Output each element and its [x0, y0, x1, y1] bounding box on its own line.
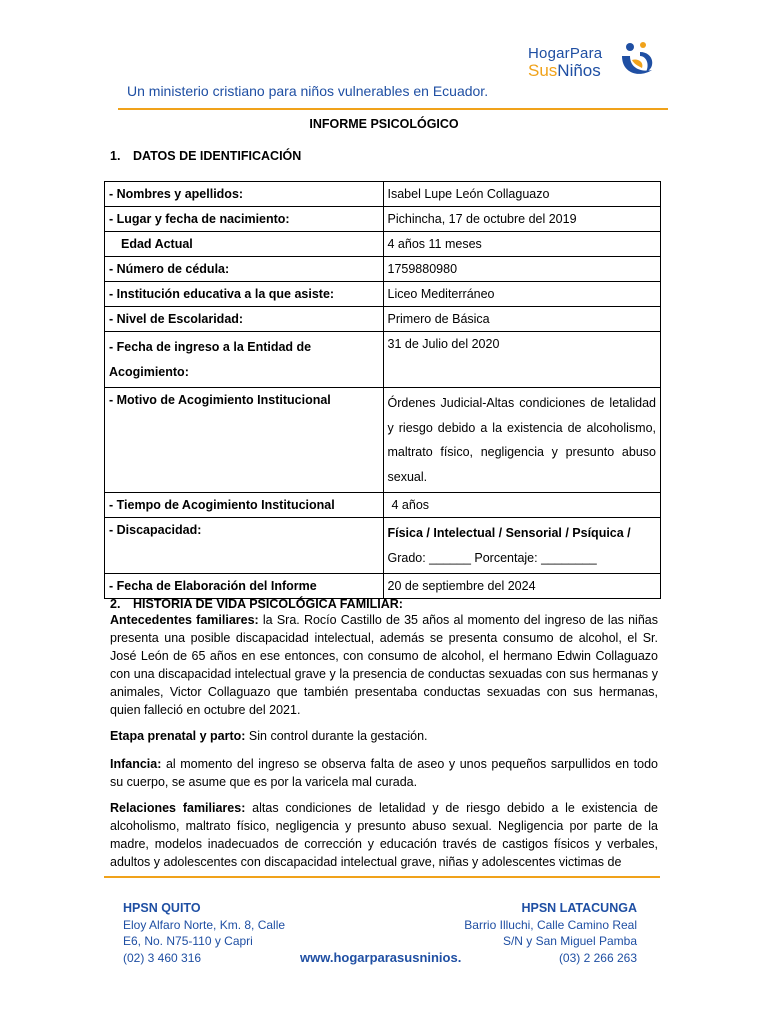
row-value: 4 años [383, 493, 661, 518]
paragraph-text: Sin control durante la gestación. [245, 729, 428, 743]
section-2-title: HISTORIA DE VIDA PSICOLÓGICA FAMILIAR: [133, 597, 403, 611]
disability-grade: Grado: ______ Porcentaje: ________ [387, 550, 597, 565]
row-key: - Discapacidad: [105, 518, 384, 574]
row-value: 4 años 11 meses [383, 232, 661, 257]
logo-ninos: Niños [557, 61, 601, 80]
row-key: - Motivo de Acogimiento Institucional [105, 388, 384, 493]
header-divider [118, 108, 668, 110]
table-row [105, 307, 661, 332]
row-value: Isabel Lupe León Collaguazo [383, 182, 661, 207]
logo-line2 [528, 62, 602, 80]
table-row [105, 388, 661, 493]
row-key: - Nombres y apellidos: [105, 182, 384, 207]
footer-latacunga-address-1: Barrio Illuchi, Calle Camino Real [464, 917, 637, 932]
logo-text [528, 46, 602, 80]
table-row [105, 282, 661, 307]
footer-quito-address-1: Eloy Alfaro Norte, Km. 8, Calle [123, 917, 286, 932]
table-row [105, 518, 661, 574]
row-value: Órdenes Judicial-Altas condiciones de letalidad y riesgo debido a la existencia de alcoholismo, maltrato físico, negligencia y presunto abuso sexual. [383, 388, 661, 493]
family-heart-icon [616, 40, 658, 80]
paragraph-antecedentes [110, 611, 658, 719]
row-value: 20 de septiembre del 2024 [383, 574, 661, 599]
row-value: Liceo Mediterráneo [383, 282, 661, 307]
row-key: - Fecha de ingreso a la Entidad de Acogimiento: [105, 332, 384, 388]
row-value: Pichincha, 17 de octubre del 2019 [383, 207, 661, 232]
table-row [105, 232, 661, 257]
paragraph-relaciones [110, 799, 658, 871]
paragraph-label: Antecedentes familiares: [110, 613, 259, 627]
brand-logo [528, 40, 658, 84]
footer-quito-heading: HPSN QUITO [123, 901, 201, 915]
logo-sus: Sus [528, 61, 558, 80]
row-key: - Institución educativa a la que asiste: [105, 282, 384, 307]
section-2-heading [110, 597, 403, 611]
disability-types: Física / Intelectual / Sensorial / Psíquica / [387, 526, 631, 540]
tagline: Un ministerio cristiano para niños vulnerables en Ecuador. [127, 83, 489, 99]
section-1-heading [110, 149, 301, 163]
row-key: - Lugar y fecha de nacimiento: [105, 207, 384, 232]
footer-quito-address-2: E6, No. N75-110 y Capri [123, 934, 253, 948]
section-1-title: DATOS DE IDENTIFICACIÓN [133, 149, 302, 163]
footer-quito [123, 900, 285, 966]
footer-latacunga-phone: (03) 2 266 263 [558, 950, 637, 965]
paragraph-text: la Sra. Rocío Castillo de 35 años al momento del ingreso de las niñas presenta una posible discapacidad intelectual, además se presenta consumo de alcohol, el Sr. José León de 65 años en ese entonces, con consumo de alcohol, el hermano Edwin Collaguazo con una discapacidad intelectual grave y la presencia de conductas sexuadas con sus hermanas y animales, Victor Collaguazo que también presentaba conductas sexuadas con sus hermanas, quien falleció en octubre del 2021. [110, 613, 658, 717]
table-row [105, 574, 661, 599]
row-key: - Tiempo de Acogimiento Institucional [105, 493, 384, 518]
footer-website-link[interactable]: www.hogarparasusninios. [300, 950, 462, 965]
table-row [105, 332, 661, 388]
row-value: 31 de Julio del 2020 [383, 332, 661, 388]
row-value: Primero de Básica [383, 307, 661, 332]
paragraph-text: altas condiciones de letalidad y de riesgo debido a le existencia de alcoholismo, maltrato físico, negligencia y presunto abuso sexual. Negligencia por parte de la madre, modelos inadecuados de corrección y educación través de castigos físicos y verbales, adultos y adolescentes con discapacidad intelectual grave, niñas y adolescentes victimas de [110, 801, 658, 869]
paragraph-text: al momento del ingreso se observa falta de aseo y unos pequeños sarpullidos en todo su cuerpo, se asume que es por la varicela mal curada. [110, 757, 658, 789]
paragraph-label: Infancia: [110, 757, 162, 771]
section-1-number: 1. [110, 149, 121, 163]
section-2-number: 2. [110, 597, 121, 611]
document-title: INFORME PSICOLÓGICO [309, 117, 459, 131]
footer-quito-phone: (02) 3 460 316 [123, 950, 202, 965]
paragraph-prenatal [110, 727, 658, 745]
row-key: - Fecha de Elaboración del Informe [105, 574, 384, 599]
row-value: 1759880980 [383, 257, 661, 282]
paragraph-label: Etapa prenatal y parto: [110, 729, 246, 743]
footer-latacunga-heading: HPSN LATACUNGA [521, 901, 637, 915]
row-key: - Número de cédula: [105, 257, 384, 282]
row-key: - Nivel de Escolaridad: [105, 307, 384, 332]
table-row [105, 493, 661, 518]
footer-latacunga-address-2: S/N y San Miguel Pamba [502, 934, 637, 948]
identification-table [104, 181, 661, 599]
paragraph-label: Relaciones familiares: [110, 801, 246, 815]
table-row [105, 182, 661, 207]
table-row [105, 257, 661, 282]
row-key: Edad Actual [105, 232, 384, 257]
footer-divider [104, 876, 660, 878]
paragraph-infancia [110, 755, 658, 791]
logo-line1: HogarPara [528, 45, 603, 62]
table-row [105, 207, 661, 232]
row-value-multi [383, 518, 661, 574]
footer-latacunga [464, 900, 637, 966]
